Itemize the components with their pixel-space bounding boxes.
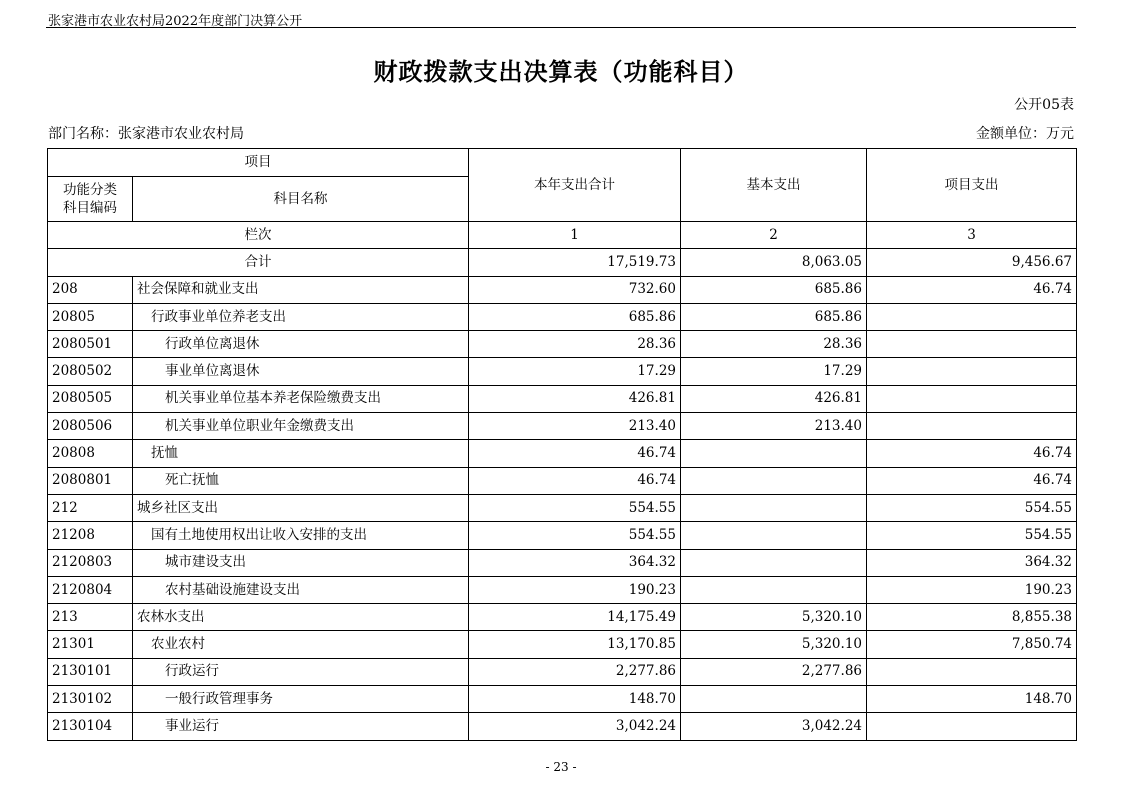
row-basic <box>681 440 867 467</box>
table-row <box>48 467 1077 494</box>
row-project <box>867 385 1077 412</box>
seq-row <box>48 222 1077 249</box>
row-name: 行政运行 <box>133 658 469 685</box>
row-code: 20808 <box>48 440 133 467</box>
row-code: 208 <box>48 276 133 303</box>
row-code: 2130101 <box>48 658 133 685</box>
row-total: 364.32 <box>469 549 681 576</box>
header-item: 项目 <box>48 149 469 177</box>
table-row <box>48 549 1077 576</box>
row-total: 190.23 <box>469 576 681 603</box>
row-project: 148.70 <box>867 686 1077 713</box>
row-name: 农林水支出 <box>133 604 469 631</box>
row-total: 554.55 <box>469 522 681 549</box>
row-total: 732.60 <box>469 276 681 303</box>
row-project: 46.74 <box>867 467 1077 494</box>
table-row <box>48 658 1077 685</box>
row-project <box>867 658 1077 685</box>
row-basic: 2,277.86 <box>681 658 867 685</box>
row-total: 46.74 <box>469 467 681 494</box>
header-rule <box>46 27 1076 28</box>
row-project: 7,850.74 <box>867 631 1077 658</box>
row-basic <box>681 549 867 576</box>
header-basic: 基本支出 <box>681 149 867 222</box>
total-label: 合计 <box>48 249 469 276</box>
row-project <box>867 358 1077 385</box>
form-code: 公开05表 <box>1014 97 1074 113</box>
row-name: 农村基础设施建设支出 <box>133 576 469 603</box>
row-name: 城乡社区支出 <box>133 494 469 521</box>
row-basic <box>681 494 867 521</box>
row-project: 46.74 <box>867 276 1077 303</box>
row-basic: 28.36 <box>681 331 867 358</box>
row-total: 554.55 <box>469 494 681 521</box>
page-number: - 23 - <box>545 760 577 774</box>
row-total: 13,170.85 <box>469 631 681 658</box>
row-total: 3,042.24 <box>469 713 681 740</box>
row-project <box>867 331 1077 358</box>
row-name: 事业运行 <box>133 713 469 740</box>
row-basic: 426.81 <box>681 385 867 412</box>
header-project: 项目支出 <box>867 149 1077 222</box>
row-name: 死亡抚恤 <box>133 467 469 494</box>
table-row <box>48 440 1077 467</box>
row-code: 2120803 <box>48 549 133 576</box>
row-name: 农业农村 <box>133 631 469 658</box>
running-header: 张家港市农业农村局2022年度部门决算公开 <box>48 14 303 29</box>
row-name: 国有土地使用权出让收入安排的支出 <box>133 522 469 549</box>
row-basic: 685.86 <box>681 276 867 303</box>
page-title: 财政拨款支出决算表（功能科目） <box>373 57 749 86</box>
row-total: 213.40 <box>469 413 681 440</box>
row-code: 21301 <box>48 631 133 658</box>
row-project <box>867 713 1077 740</box>
seq-2: 2 <box>681 222 867 249</box>
row-total: 28.36 <box>469 331 681 358</box>
row-total: 17.29 <box>469 358 681 385</box>
row-basic: 5,320.10 <box>681 604 867 631</box>
table-row <box>48 331 1077 358</box>
row-code: 2120804 <box>48 576 133 603</box>
header-code-text: 功能分类 科目编码 <box>63 182 117 216</box>
total-row <box>48 249 1077 276</box>
row-basic: 3,042.24 <box>681 713 867 740</box>
row-basic <box>681 467 867 494</box>
budget-table <box>47 148 1077 741</box>
row-total: 426.81 <box>469 385 681 412</box>
row-total: 14,175.49 <box>469 604 681 631</box>
row-code: 2080502 <box>48 358 133 385</box>
row-basic <box>681 522 867 549</box>
seq-1: 1 <box>469 222 681 249</box>
row-code: 2080501 <box>48 331 133 358</box>
row-code: 212 <box>48 494 133 521</box>
table-row <box>48 631 1077 658</box>
table-row <box>48 358 1077 385</box>
table-row <box>48 276 1077 303</box>
row-total: 2,277.86 <box>469 658 681 685</box>
header-code <box>48 177 133 222</box>
row-basic <box>681 686 867 713</box>
row-code: 20805 <box>48 303 133 330</box>
table-row <box>48 522 1077 549</box>
row-project: 46.74 <box>867 440 1077 467</box>
table-row <box>48 713 1077 740</box>
amount-unit: 金额单位：万元 <box>976 126 1074 142</box>
row-project <box>867 303 1077 330</box>
seq-3: 3 <box>867 222 1077 249</box>
row-project: 554.55 <box>867 522 1077 549</box>
row-project: 364.32 <box>867 549 1077 576</box>
table-row <box>48 385 1077 412</box>
row-name: 行政单位离退休 <box>133 331 469 358</box>
row-total: 46.74 <box>469 440 681 467</box>
table-row <box>48 413 1077 440</box>
total-project: 9,456.67 <box>867 249 1077 276</box>
row-name: 行政事业单位养老支出 <box>133 303 469 330</box>
header-total: 本年支出合计 <box>469 149 681 222</box>
row-name: 机关事业单位职业年金缴费支出 <box>133 413 469 440</box>
row-name: 事业单位离退休 <box>133 358 469 385</box>
table-row <box>48 303 1077 330</box>
row-project <box>867 413 1077 440</box>
row-basic: 5,320.10 <box>681 631 867 658</box>
table-row <box>48 686 1077 713</box>
row-name: 城市建设支出 <box>133 549 469 576</box>
total-sum: 17,519.73 <box>469 249 681 276</box>
row-basic: 213.40 <box>681 413 867 440</box>
row-project: 190.23 <box>867 576 1077 603</box>
row-code: 2080506 <box>48 413 133 440</box>
row-total: 148.70 <box>469 686 681 713</box>
table-row <box>48 604 1077 631</box>
row-basic: 685.86 <box>681 303 867 330</box>
row-code: 2080505 <box>48 385 133 412</box>
row-code: 21208 <box>48 522 133 549</box>
header-name: 科目名称 <box>133 177 469 222</box>
table-row <box>48 576 1077 603</box>
row-code: 2130104 <box>48 713 133 740</box>
row-code: 2130102 <box>48 686 133 713</box>
row-name: 社会保障和就业支出 <box>133 276 469 303</box>
row-project: 554.55 <box>867 494 1077 521</box>
row-code: 213 <box>48 604 133 631</box>
header-row-1 <box>48 149 1077 177</box>
department-name: 部门名称：张家港市农业农村局 <box>48 126 244 142</box>
seq-label: 栏次 <box>48 222 469 249</box>
row-name: 机关事业单位基本养老保险缴费支出 <box>133 385 469 412</box>
row-code: 2080801 <box>48 467 133 494</box>
row-basic: 17.29 <box>681 358 867 385</box>
row-project: 8,855.38 <box>867 604 1077 631</box>
row-basic <box>681 576 867 603</box>
total-basic: 8,063.05 <box>681 249 867 276</box>
row-name: 一般行政管理事务 <box>133 686 469 713</box>
row-name: 抚恤 <box>133 440 469 467</box>
table-row <box>48 494 1077 521</box>
row-total: 685.86 <box>469 303 681 330</box>
